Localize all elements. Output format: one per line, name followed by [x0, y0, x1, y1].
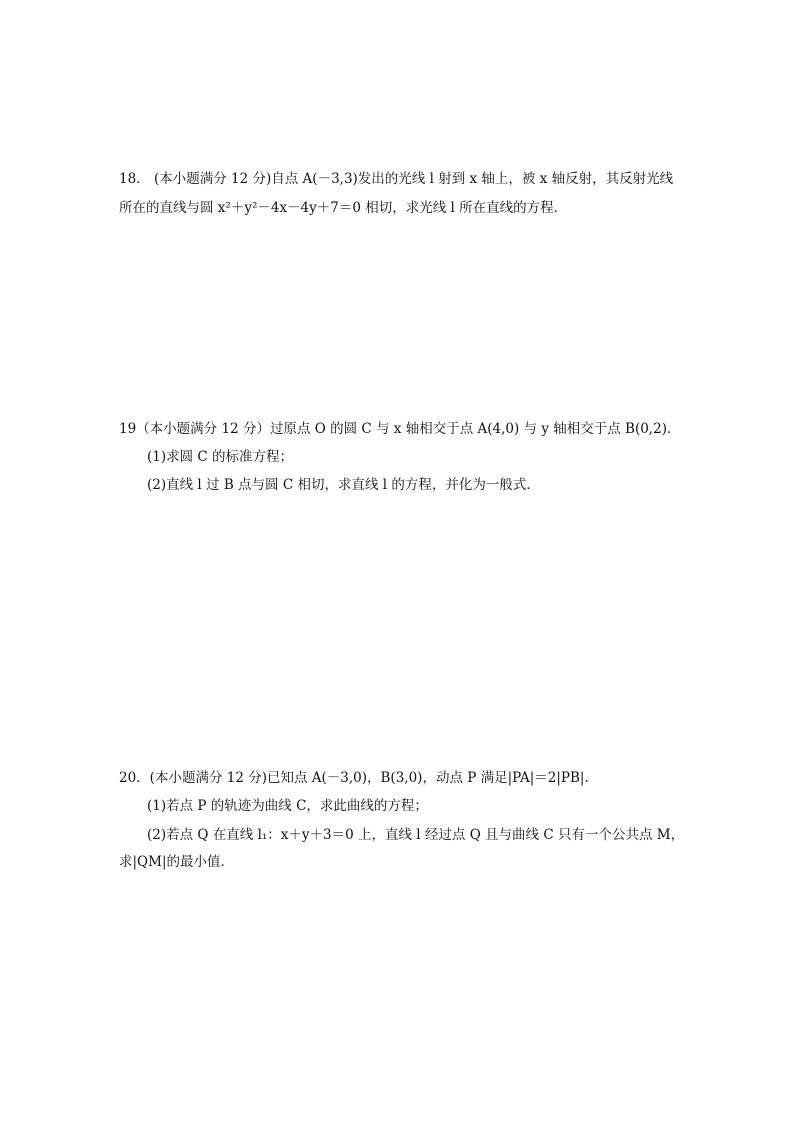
question-18-line-2: 所在的直线与圆 x²＋y²－4x－4y＋7＝0 相切，求光线 l 所在直线的方程． [119, 200, 568, 216]
question-20-part-1: (1)若点 P 的轨迹为曲线 C，求此曲线的方程； [147, 798, 428, 814]
question-20-part-2: (2)若点 Q 在直线 l₁：x＋y＋3＝0 上，直线 l 经过点 Q 且与曲线 C 只有一个公共点 M， [147, 827, 685, 843]
question-19-line-1: 19（本小题满分 12 分）过原点 O 的圆 C 与 x 轴相交于点 A(4,0) 与 y 轴相交于点 B(0,2)． [119, 421, 681, 437]
question-19-part-2: (2)直线 l 过 B 点与圆 C 相切，求直线 l 的方程，并化为一般式． [147, 477, 540, 493]
question-18-line-1: 18． (本小题满分 12 分)自点 A(－3,3)发出的光线 l 射到 x 轴上，被 x 轴反射，其反射光线 [119, 171, 674, 187]
question-20-line-1: 20．(本小题满分 12 分)已知点 A(－3,0)，B(3,0)，动点 P 满足|PA|＝2|PB|. [119, 770, 589, 786]
question-20-part-2-cont: 求|QM|的最小值． [119, 854, 234, 870]
question-19-part-1: (1)求圆 C 的标准方程； [147, 449, 294, 465]
